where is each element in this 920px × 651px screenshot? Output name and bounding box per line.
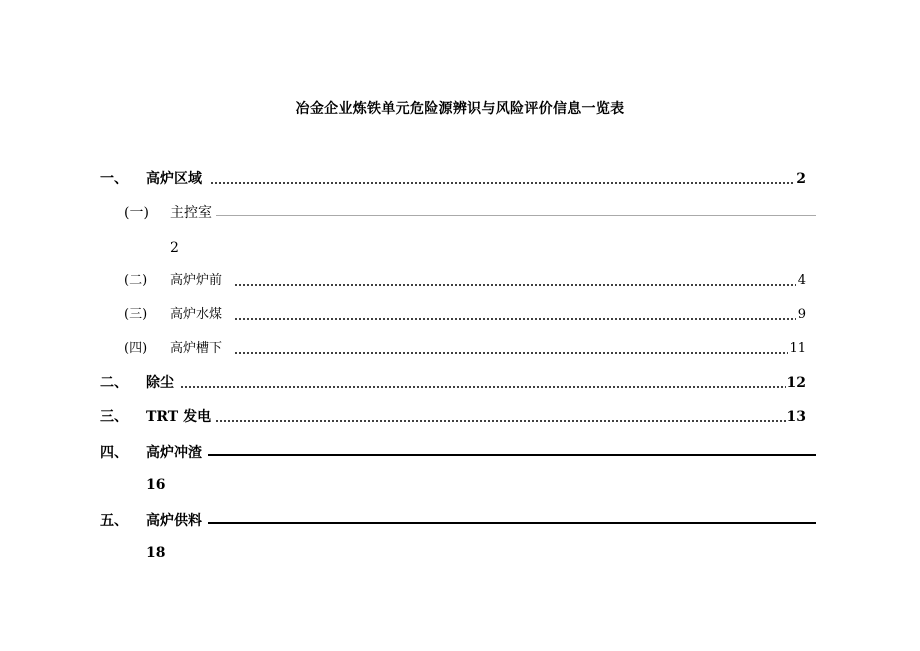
toc-number: (三) [124,307,148,322]
toc-entry[interactable] [100,442,816,464]
toc-number: 二、 [100,375,128,391]
toc-label: 高炉槽下 [170,341,223,356]
toc-entry[interactable] [124,270,806,292]
toc-number: (一) [124,205,149,221]
toc-page: 4 [797,273,806,288]
dot-leader [215,420,786,422]
toc-page: 16 [146,477,166,493]
toc-entry[interactable] [100,372,806,394]
toc-page: 2 [170,240,179,256]
toc-number: 一、 [100,171,128,187]
page-title: 冶金企业炼铁单元危险源辨识与风险评价信息一览表 [295,101,625,117]
leader-rule [208,454,816,456]
toc-entry[interactable] [124,304,806,326]
toc-label: TRT 发电 [146,409,212,425]
dot-leader [210,182,794,184]
dot-leader [234,318,796,320]
dot-leader [180,386,786,388]
toc-label: 主控室 [170,205,212,221]
toc-label: 高炉区域 [146,171,202,187]
toc-entry[interactable] [100,510,816,532]
toc-label: 高炉冲渣 [146,445,202,461]
leader-rule [216,215,816,216]
toc-label: 高炉水煤 [170,307,223,322]
leader-rule [208,522,816,524]
toc-number: (二) [124,273,148,288]
toc-label: 高炉炉前 [170,273,223,288]
dot-leader [234,284,796,286]
toc-number: 四、 [100,445,128,461]
dot-leader [234,352,788,354]
toc-number: (四) [124,341,148,356]
toc-entry[interactable] [124,202,816,224]
toc-number: 五、 [100,513,128,529]
toc-page: 18 [146,545,166,561]
toc-page: 9 [797,307,806,322]
toc-entry[interactable] [100,406,806,428]
toc-entry[interactable] [124,338,806,360]
toc-entry[interactable] [100,168,806,190]
toc-page: 11 [789,341,806,356]
toc-page: 2 [796,171,806,187]
toc-page: 12 [786,375,806,391]
toc-label: 除尘 [146,375,174,391]
toc-label: 高炉供料 [146,513,202,529]
toc-number: 三、 [100,409,128,425]
toc-page: 13 [786,409,806,425]
